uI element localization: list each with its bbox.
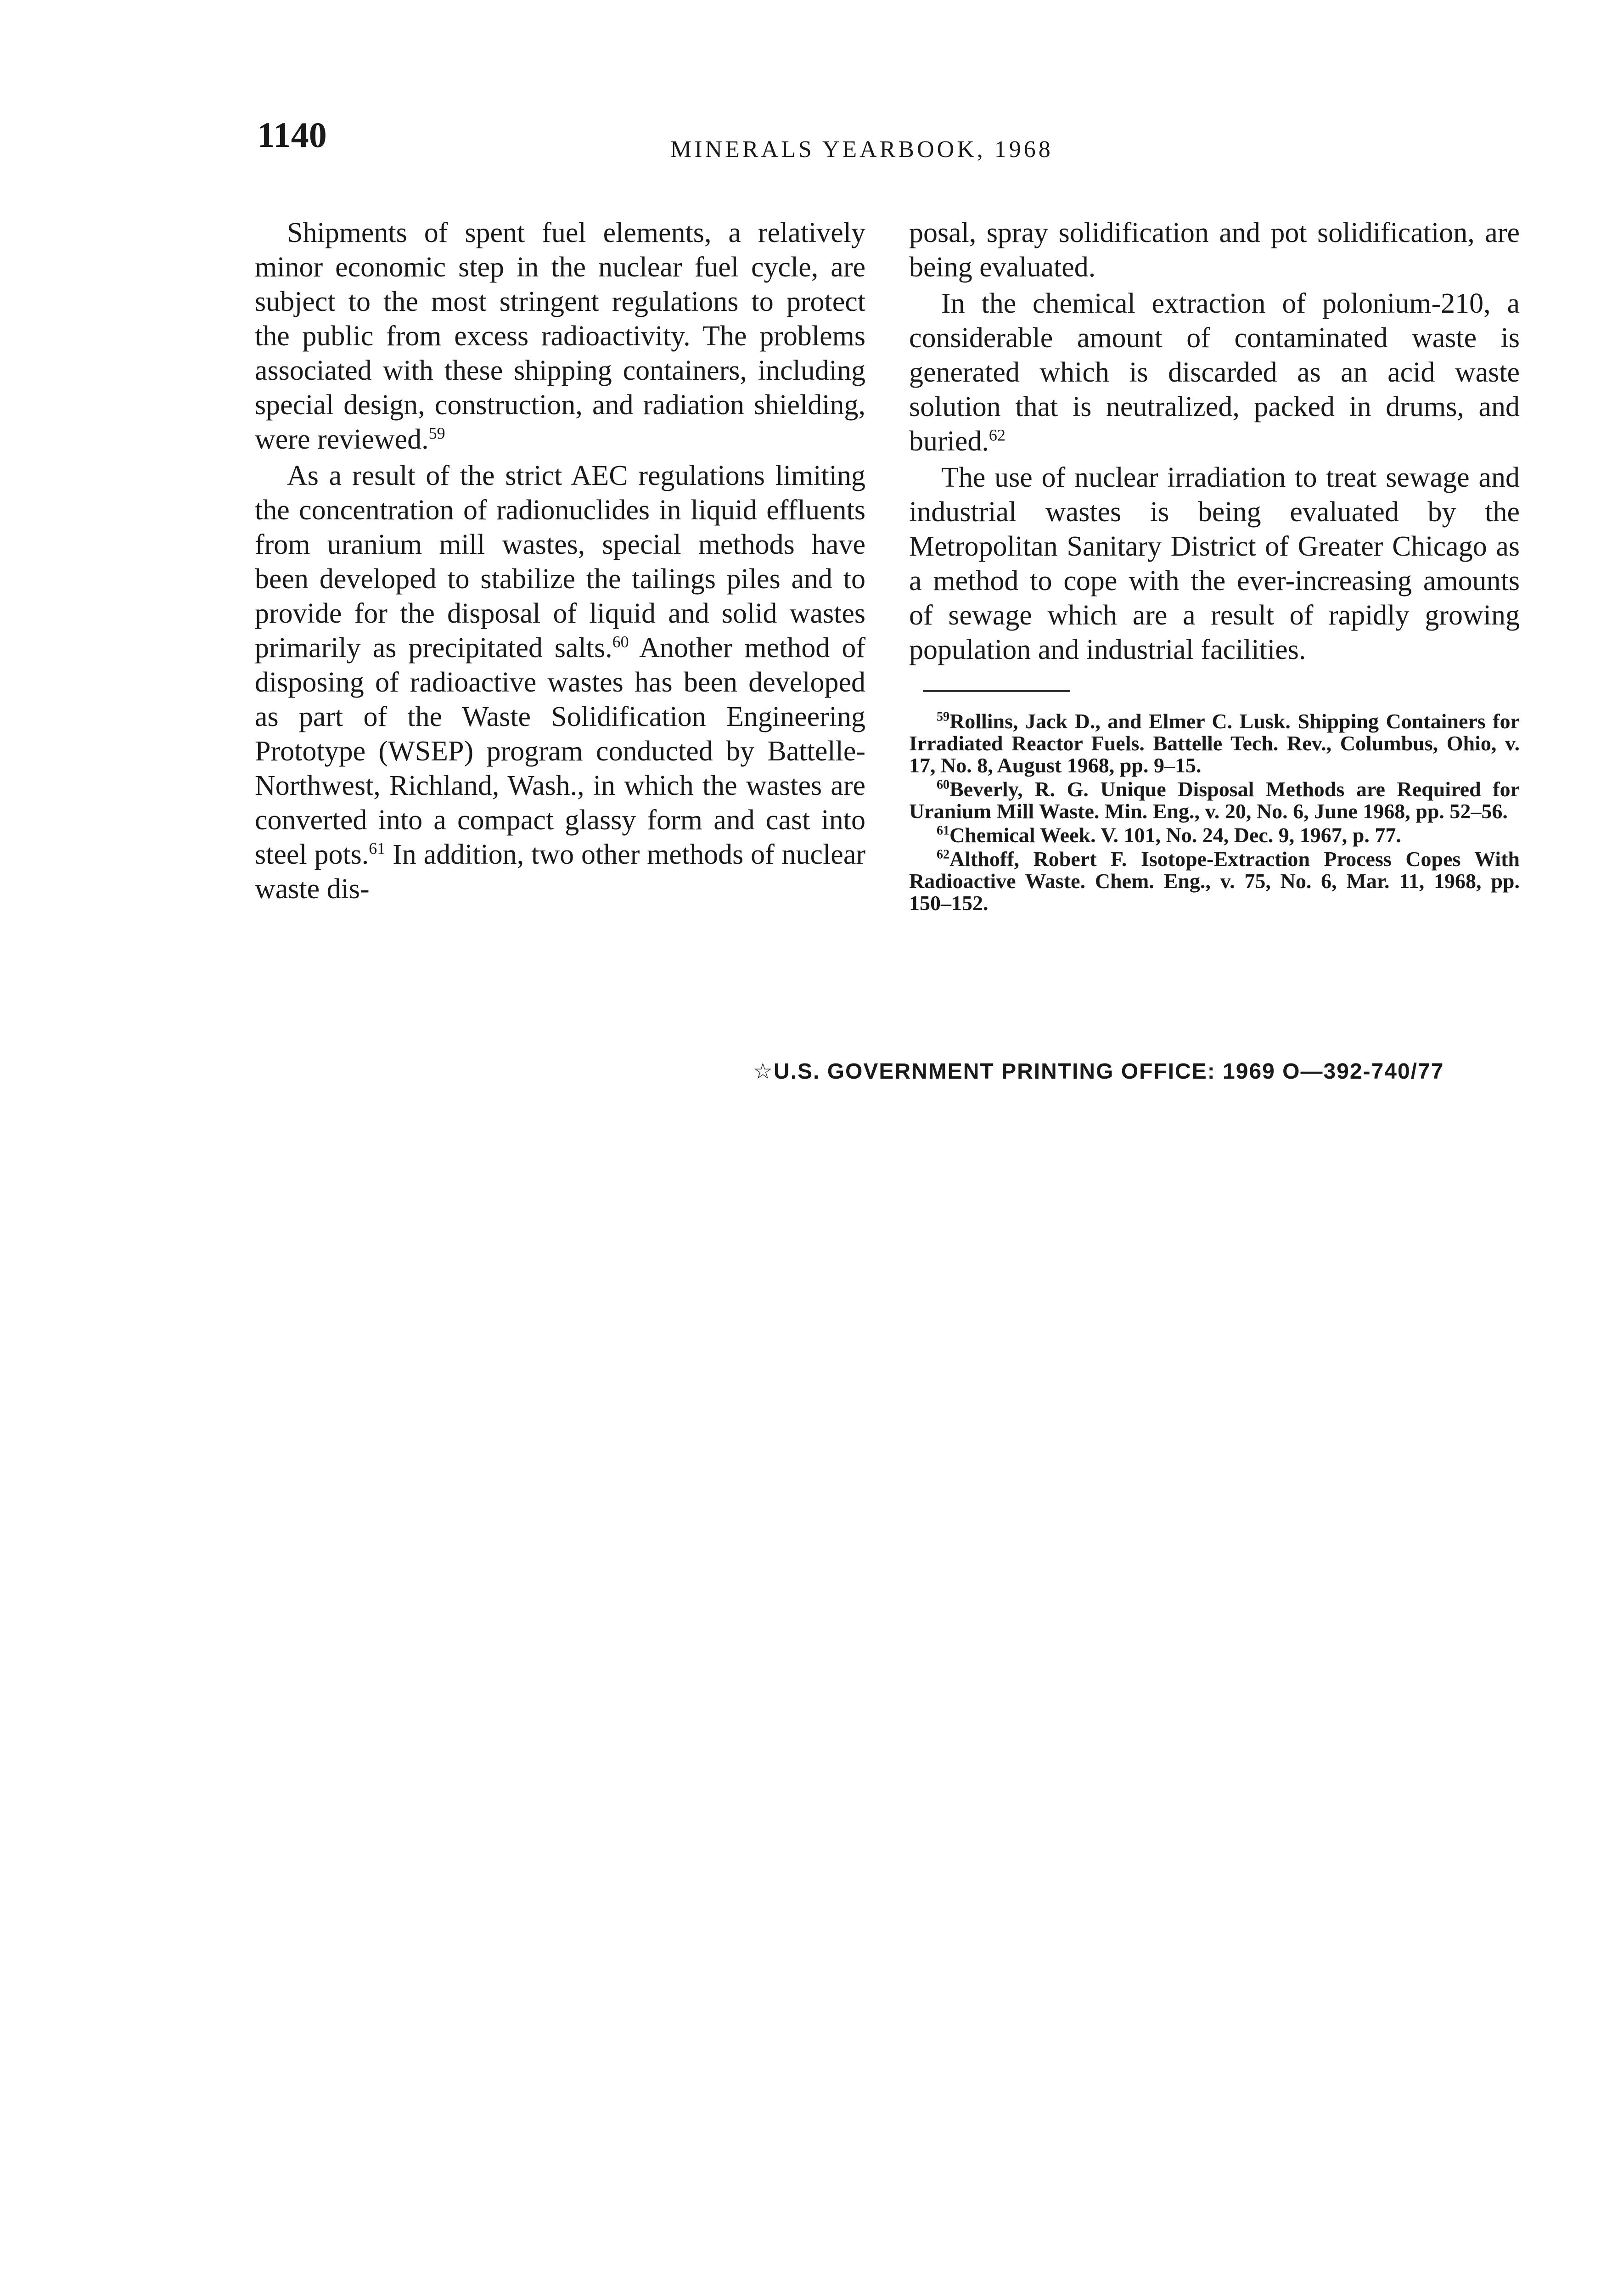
paragraph-text: Shipments of spent fuel elements, a relatively minor economic step in the nuclear fuel cycle, are subject to the most stringent regulations to protect the public from excess radioactivity. The problems associated with these shipping containers, including special design, construction, and radiation shielding, were reviewed. (255, 217, 865, 455)
footnotes (909, 710, 1520, 914)
paragraph-text: Another method of disposing of radioactive wastes has been developed as part of the Waste Solidification Engineering Prototype (WSEP) program conducted by Battelle-Northwest, Richland, Wash., in which the wastes are converted into a compact glassy form and cast into steel pots. (255, 632, 865, 870)
paragraph-text: In the chemical extraction of polonium-210, a considerable amount of contaminated waste is generated which is discarded as an acid waste solution that is neutralized, packed in drums, and buried. (909, 288, 1520, 457)
footnote-number: 62 (937, 847, 949, 862)
paragraph-text: As a result of the strict AEC regulations limiting the concentration of radionuclides in liquid effluents from uranium mill wastes, special methods have been developed to stabilize the tailings piles and to provide for the disposal of liquid and solid wastes primarily as precipitated salts. (255, 460, 865, 664)
paragraph-text: The use of nuclear irradiation to treat sewage and industrial wastes is being evaluated by the Metropolitan Sanitary District of Greater Chicago as a method to cope with the ever-increasing amounts of sewage which are a result of rapidly growing population and industrial facilities. (909, 462, 1520, 665)
footnote-ref-59: 59 (428, 424, 445, 443)
footnote-ref-62: 62 (989, 426, 1005, 445)
footnote-text: Beverly, R. G. Unique Disposal Methods are Required for Uranium Mill Waste. Min. Eng., v. 20, No. 6, June 1968, pp. 52–56. (909, 777, 1520, 823)
paragraph-uranium-mill-wastes (255, 459, 865, 906)
running-header-title: MINERALS YEARBOOK, 1968 (670, 136, 1053, 163)
footnote-60 (909, 778, 1520, 822)
footnote-62 (909, 848, 1520, 914)
printing-office-imprint: ☆U.S. GOVERNMENT PRINTING OFFICE: 1969 O—392-740/77 (753, 1059, 1444, 1084)
paragraph-text: In addition, two other methods of nuclear waste dis- (255, 839, 865, 905)
right-column (909, 216, 1520, 916)
footnote-text: Althoff, Robert F. Isotope-Extraction Process Copes With Radioactive Waste. Chem. Eng., v. 75, No. 6, Mar. 11, 1968, pp. 150–152. (909, 847, 1520, 915)
footnote-ref-61: 61 (369, 839, 386, 858)
footnote-text: Chemical Week. V. 101, No. 24, Dec. 9, 1967, p. 77. (949, 823, 1401, 847)
footnote-number: 60 (937, 777, 949, 792)
left-column (255, 216, 865, 908)
footnote-text: Rollins, Jack D., and Elmer C. Lusk. Shipping Containers for Irradiated Reactor Fuels. Battelle Tech. Rev., Columbus, Ohio, v. 17, No. 8, August 1968, pp. 9–15. (909, 709, 1520, 777)
paragraph-waste-disposal-continued (909, 216, 1520, 285)
paragraph-spent-fuel-shipments (255, 216, 865, 457)
footnote-number: 59 (937, 709, 949, 724)
page-number: 1140 (257, 115, 327, 155)
footnote-number: 61 (937, 823, 949, 838)
paragraph-sewage-irradiation (909, 461, 1520, 667)
paragraph-polonium-extraction (909, 287, 1520, 459)
footnote-ref-60: 60 (612, 632, 629, 651)
footnote-divider (923, 690, 1070, 692)
footnote-59 (909, 710, 1520, 777)
footnote-61 (909, 824, 1520, 846)
paragraph-text: posal, spray solidification and pot solidification, are being evaluated. (909, 217, 1520, 283)
